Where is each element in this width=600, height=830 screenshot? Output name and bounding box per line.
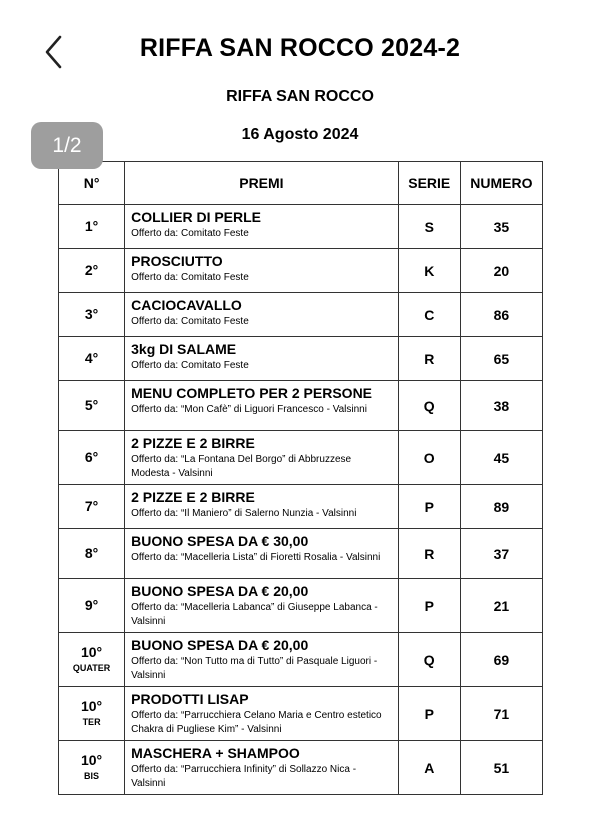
prize-cell — [125, 485, 399, 529]
numero-cell: 71 — [460, 687, 542, 741]
rank-cell — [59, 485, 125, 529]
numero-cell: 51 — [460, 741, 542, 795]
document-date: 16 Agosto 2024 — [241, 126, 359, 143]
prize-cell — [125, 529, 399, 579]
numero-cell: 89 — [460, 485, 542, 529]
prize-cell — [125, 431, 399, 485]
prize-cell — [125, 381, 399, 431]
table-row — [59, 293, 543, 337]
prize-cell — [125, 249, 399, 293]
serie-cell: R — [398, 337, 460, 381]
rank-cell — [59, 337, 125, 381]
prize-name: BUONO SPESA DA € 20,00 — [131, 583, 309, 599]
prize-offered-by: Offerto da: Comitato Feste — [131, 360, 249, 371]
prize-name: BUONO SPESA DA € 30,00 — [131, 533, 309, 549]
numero-cell: 69 — [460, 633, 542, 687]
header-serie: SERIE — [398, 162, 460, 205]
rank-cell — [59, 529, 125, 579]
rank-label: 10° — [80, 643, 103, 660]
table-row — [59, 485, 543, 529]
prize-cell — [125, 205, 399, 249]
numero-cell: 21 — [460, 579, 542, 633]
prize-name: COLLIER DI PERLE — [131, 209, 262, 225]
rank-cell — [59, 293, 125, 337]
table-row — [59, 529, 543, 579]
prize-offered-by: Offerto da: “Macelleria Lista” di Fioretti Rosalia - Valsinni — [131, 552, 381, 563]
prizes-table — [58, 161, 543, 795]
rank-cell — [59, 741, 125, 795]
rank-cell — [59, 687, 125, 741]
rank-label: 1° — [84, 217, 99, 234]
prize-name: MENU COMPLETO PER 2 PERSONE — [131, 385, 373, 401]
prize-cell — [125, 741, 399, 795]
header-numero: NUMERO — [460, 162, 542, 205]
numero-cell: 45 — [460, 431, 542, 485]
table-row — [59, 249, 543, 293]
prize-rows — [59, 205, 543, 795]
rank-cell — [59, 205, 125, 249]
rank-label: 9° — [84, 596, 99, 613]
rank-cell — [59, 633, 125, 687]
serie-cell: C — [398, 293, 460, 337]
prize-cell — [125, 337, 399, 381]
prize-name: PRODOTTI LISAP — [131, 691, 249, 707]
rank-label: 8° — [84, 544, 99, 561]
table-row — [59, 205, 543, 249]
numero-cell: 38 — [460, 381, 542, 431]
rank-label: 6° — [84, 448, 99, 465]
prize-name: 2 PIZZE E 2 BIRRE — [131, 489, 255, 505]
prize-name: PROSCIUTTO — [131, 253, 223, 269]
prize-cell — [125, 633, 399, 687]
table-row — [59, 337, 543, 381]
prize-offered-by: Offerto da: “Parrucchiera Celano Maria e Centro estetico Chakra di Pugliese Kim” - Valsinni — [131, 710, 382, 735]
table-row — [59, 741, 543, 795]
document-title: RIFFA SAN ROCCO — [226, 88, 374, 105]
prize-offered-by: Offerto da: “Mon Cafè” di Liguori Francesco - Valsinni — [131, 404, 367, 415]
numero-cell: 65 — [460, 337, 542, 381]
rank-suffix: TER — [82, 717, 101, 728]
rank-cell — [59, 579, 125, 633]
prize-offered-by: Offerto da: “Non Tutto ma di Tutto” di Pasquale Liguori - Valsinni — [131, 656, 378, 681]
numero-cell: 37 — [460, 529, 542, 579]
numero-cell: 35 — [460, 205, 542, 249]
header-n: N° — [59, 162, 125, 205]
prize-cell — [125, 687, 399, 741]
serie-cell: P — [398, 687, 460, 741]
rank-label: 7° — [84, 497, 99, 514]
numero-cell: 20 — [460, 249, 542, 293]
rank-label: 10° — [80, 751, 103, 768]
prize-offered-by: Offerto da: “Il Maniero” di Salerno Nunzia - Valsinni — [131, 508, 357, 519]
serie-cell: Q — [398, 633, 460, 687]
prize-name: 3kg DI SALAME — [131, 341, 237, 357]
prize-name: CACIOCAVALLO — [131, 297, 242, 313]
rank-cell — [59, 431, 125, 485]
serie-cell: K — [398, 249, 460, 293]
prize-offered-by: Offerto da: “La Fontana Del Borgo” di Abbruzzese Modesta - Valsinni — [131, 454, 352, 479]
prize-cell — [125, 579, 399, 633]
prize-cell — [125, 293, 399, 337]
rank-label: 5° — [84, 396, 99, 413]
table-row — [59, 687, 543, 741]
prize-offered-by: Offerto da: Comitato Feste — [131, 316, 249, 327]
table-header-row — [59, 162, 543, 205]
prize-offered-by: Offerto da: Comitato Feste — [131, 228, 249, 239]
serie-cell: O — [398, 431, 460, 485]
serie-cell: P — [398, 485, 460, 529]
rank-label: 2° — [84, 261, 99, 278]
serie-cell: S — [398, 205, 460, 249]
rank-label: 4° — [84, 349, 99, 366]
app-title: RIFFA SAN ROCCO 2024-2 — [139, 34, 461, 62]
table-row — [59, 431, 543, 485]
rank-cell — [59, 381, 125, 431]
table-row — [59, 579, 543, 633]
rank-cell — [59, 249, 125, 293]
prize-offered-by: Offerto da: “Macelleria Labanca” di Giuseppe Labanca - Valsinni — [131, 602, 378, 627]
serie-cell: A — [398, 741, 460, 795]
rank-suffix: QUATER — [72, 663, 111, 674]
table-row — [59, 381, 543, 431]
prize-offered-by: Offerto da: “Parrucchiera Infinity” di Sollazzo Nica - Valsinni — [131, 764, 357, 789]
prize-name: BUONO SPESA DA € 20,00 — [131, 637, 309, 653]
serie-cell: P — [398, 579, 460, 633]
header-premi: PREMI — [125, 162, 399, 205]
rank-label: 10° — [80, 697, 103, 714]
page-indicator: 1/2 — [31, 122, 103, 169]
prize-offered-by: Offerto da: Comitato Feste — [131, 272, 249, 283]
numero-cell: 86 — [460, 293, 542, 337]
serie-cell: Q — [398, 381, 460, 431]
rank-label: 3° — [84, 305, 99, 322]
serie-cell: R — [398, 529, 460, 579]
prize-name: MASCHERA + SHAMPOO — [131, 745, 300, 761]
prize-name: 2 PIZZE E 2 BIRRE — [131, 435, 255, 451]
table-row — [59, 633, 543, 687]
rank-suffix: BIS — [84, 771, 100, 782]
